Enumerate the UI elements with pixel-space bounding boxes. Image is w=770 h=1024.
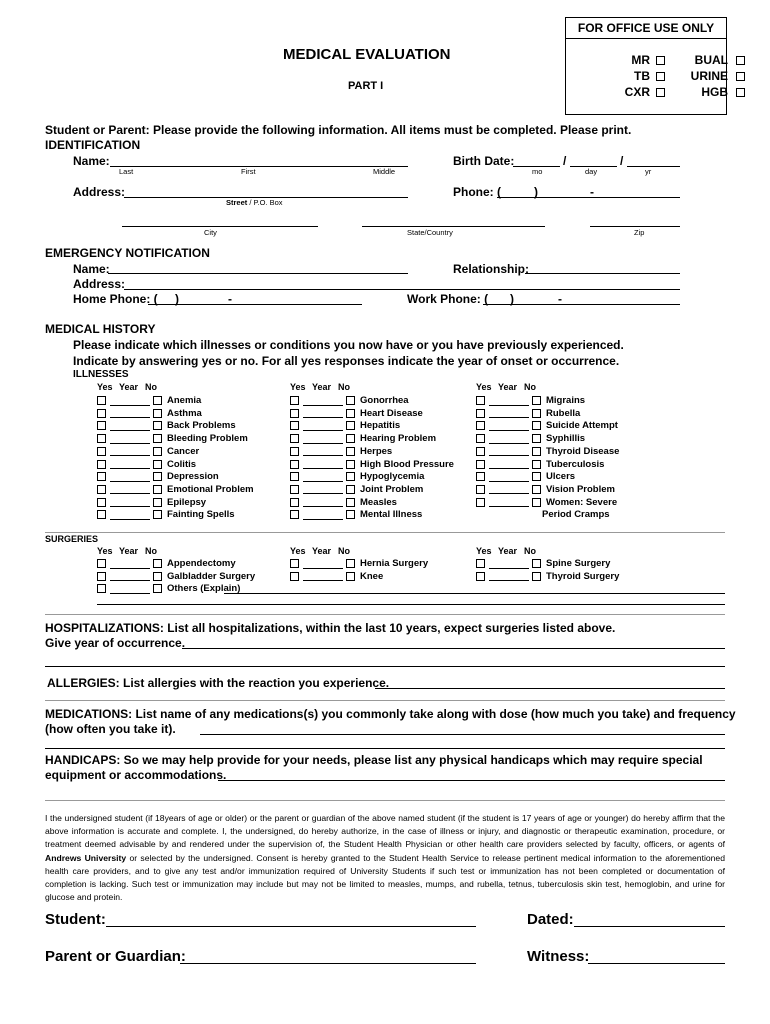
column-header: Yes	[97, 382, 113, 392]
illness-row	[476, 484, 615, 495]
hospitalizations-field-2[interactable]	[45, 666, 725, 667]
no-checkbox[interactable]	[346, 510, 355, 519]
yes-checkbox[interactable]	[97, 498, 106, 507]
no-checkbox[interactable]	[532, 559, 541, 568]
no-checkbox[interactable]	[153, 421, 162, 430]
yes-checkbox[interactable]	[97, 485, 106, 494]
illness-row	[97, 408, 202, 419]
illness-row	[476, 420, 618, 431]
yes-checkbox[interactable]	[290, 559, 299, 568]
office-item-label: HGB	[701, 85, 728, 99]
yes-checkbox[interactable]	[476, 572, 485, 581]
year-field[interactable]	[489, 472, 529, 482]
column-header: Yes	[476, 382, 492, 392]
no-checkbox[interactable]	[153, 447, 162, 456]
surgeries-heading: SURGERIES	[45, 534, 99, 544]
illness-row	[476, 446, 619, 457]
illness-row	[476, 459, 604, 470]
history-instruction-1: Please indicate which illnesses or conditions you now have or you have previously experienced.	[73, 338, 624, 352]
condition-label: Emotional Problem	[167, 483, 254, 495]
birth-year-field[interactable]	[627, 166, 680, 167]
no-checkbox[interactable]	[346, 409, 355, 418]
yes-checkbox[interactable]	[97, 510, 106, 519]
yes-checkbox[interactable]	[97, 447, 106, 456]
page-title: MEDICAL EVALUATION	[283, 46, 451, 63]
yes-checkbox[interactable]	[476, 559, 485, 568]
sub-middle: Middle	[373, 167, 396, 176]
condition-label: Thyroid Disease	[546, 445, 620, 457]
no-checkbox[interactable]	[532, 434, 541, 443]
illness-row	[97, 433, 248, 444]
handicaps-text-2: equipment or accommodations.	[45, 768, 227, 782]
emergency-address-field[interactable]	[124, 289, 680, 290]
surgery-end-divider	[45, 614, 725, 615]
yes-checkbox[interactable]	[476, 396, 485, 405]
year-field[interactable]	[110, 484, 150, 494]
no-checkbox[interactable]	[532, 472, 541, 481]
office-item-label: CXR	[624, 85, 650, 99]
illness-row	[97, 420, 236, 431]
no-checkbox[interactable]	[346, 421, 355, 430]
year-field[interactable]	[110, 459, 150, 469]
illness-row	[97, 459, 196, 470]
no-checkbox[interactable]	[153, 409, 162, 418]
emergency-address-label: Address:	[73, 277, 126, 291]
column-header: Year	[498, 382, 518, 392]
office-checkbox[interactable]	[656, 72, 665, 81]
condition-label: Syphillis	[546, 433, 586, 445]
column-header: Yes	[290, 382, 306, 392]
handicaps-field[interactable]	[218, 780, 725, 781]
condition-label: Asthma	[167, 407, 202, 419]
year-field[interactable]	[110, 396, 150, 406]
illness-row	[97, 395, 201, 406]
no-checkbox[interactable]	[346, 572, 355, 581]
year-field[interactable]	[303, 497, 343, 507]
surgery-row-others	[97, 583, 240, 594]
year-field[interactable]	[110, 472, 150, 482]
condition-label: Rubella	[546, 407, 581, 419]
others-explain-field[interactable]	[224, 593, 725, 594]
allergies-text: ALLERGIES: List allergies with the reaction you experience.	[47, 676, 390, 690]
illness-row	[290, 471, 424, 482]
year-field[interactable]	[303, 510, 343, 520]
year-field[interactable]	[303, 396, 343, 406]
year-field[interactable]	[489, 408, 529, 418]
witness-field[interactable]	[588, 963, 725, 964]
column-header: No	[338, 546, 350, 556]
condition-label: Hearing Problem	[360, 433, 437, 445]
column-header: No	[338, 382, 350, 392]
condition-label: Suicide Attempt	[546, 420, 618, 432]
yes-checkbox[interactable]	[290, 396, 299, 405]
year-field[interactable]	[110, 571, 150, 581]
home-phone-field[interactable]	[148, 304, 362, 305]
column-header: Year	[119, 546, 139, 556]
no-checkbox[interactable]	[346, 472, 355, 481]
illness-row	[290, 509, 422, 520]
illness-row	[476, 471, 575, 482]
column-header: Yes	[97, 546, 113, 556]
others-label: Others (Explain)	[167, 583, 241, 595]
no-checkbox[interactable]	[346, 485, 355, 494]
illness-row	[476, 497, 617, 508]
yes-checkbox[interactable]	[97, 584, 106, 593]
column-header: Yes	[290, 546, 306, 556]
yes-checkbox[interactable]	[97, 559, 106, 568]
work-phone-dash: -	[558, 292, 562, 306]
birth-date-label: Birth Date:	[453, 154, 515, 168]
witness-label: Witness:	[527, 948, 590, 965]
part-label: PART I	[348, 80, 384, 92]
phone-paren: )	[534, 185, 538, 199]
illness-row	[290, 433, 436, 444]
condition-label: Hypoglycemia	[360, 471, 425, 483]
illness-row	[290, 420, 400, 431]
column-header: Year	[312, 382, 332, 392]
work-phone-label: Work Phone: (	[407, 292, 489, 306]
identification-heading: IDENTIFICATION	[45, 138, 141, 152]
yes-checkbox[interactable]	[97, 396, 106, 405]
condition-label: Women: Severe	[546, 496, 618, 508]
illness-row	[290, 408, 423, 419]
yes-checkbox[interactable]	[476, 447, 485, 456]
office-item-label: URINE	[690, 69, 728, 83]
home-phone-dash: -	[228, 292, 232, 306]
condition-label: Vision Problem	[546, 483, 615, 495]
condition-label: Thyroid Surgery	[546, 570, 620, 582]
office-checkbox[interactable]	[736, 56, 745, 65]
yes-checkbox[interactable]	[97, 409, 106, 418]
year-field[interactable]	[110, 497, 150, 507]
emergency-name-field[interactable]	[108, 273, 408, 274]
year-field[interactable]	[303, 408, 343, 418]
birth-slash-1: /	[563, 154, 567, 168]
condition-label: Appendectomy	[167, 558, 236, 569]
condition-label: Gonorrhea	[360, 395, 409, 406]
office-checkbox[interactable]	[656, 88, 665, 97]
no-checkbox[interactable]	[532, 447, 541, 456]
year-field[interactable]	[489, 484, 529, 494]
medications-text: MEDICATIONS: List name of any medications(s) you commonly take along with dose (how much you take) and frequency	[45, 707, 736, 721]
condition-label: Hepatitis	[360, 420, 401, 432]
sub-first: First	[241, 167, 256, 176]
dated-label: Dated:	[527, 911, 574, 928]
medical-history-heading: MEDICAL HISTORY	[45, 322, 156, 336]
surgery-extra-line[interactable]	[97, 604, 725, 605]
home-phone-paren: )	[175, 292, 179, 306]
condition-label: Hernia Surgery	[360, 558, 429, 569]
column-header: Year	[498, 546, 518, 556]
yes-checkbox[interactable]	[290, 572, 299, 581]
year-field[interactable]	[110, 559, 150, 569]
office-item-label: TB	[634, 69, 650, 83]
year-field[interactable]	[110, 421, 150, 431]
condition-label: Knee	[360, 570, 384, 582]
condition-label: Joint Problem	[360, 483, 424, 495]
column-header: Year	[119, 382, 139, 392]
relationship-label: Relationship:	[453, 262, 530, 276]
parent-signature-label: Parent or Guardian:	[45, 948, 186, 965]
hospitalizations-field-1[interactable]	[182, 648, 725, 649]
year-field[interactable]	[489, 421, 529, 431]
no-checkbox[interactable]	[153, 396, 162, 405]
condition-label: Herpes	[360, 445, 393, 457]
no-checkbox[interactable]	[532, 485, 541, 494]
yes-checkbox[interactable]	[290, 510, 299, 519]
condition-label: Cancer	[167, 445, 200, 457]
illness-row	[97, 509, 235, 520]
emergency-name-label: Name:	[73, 262, 110, 276]
no-checkbox[interactable]	[153, 584, 162, 593]
yes-checkbox[interactable]	[97, 472, 106, 481]
no-checkbox[interactable]	[153, 472, 162, 481]
surgery-row	[290, 558, 428, 569]
yes-checkbox[interactable]	[476, 472, 485, 481]
yes-checkbox[interactable]	[476, 409, 485, 418]
handicaps-divider	[45, 800, 725, 801]
sub-day: day	[585, 167, 598, 176]
yes-checkbox[interactable]	[290, 447, 299, 456]
phone-label: Phone: (	[453, 185, 501, 199]
yes-checkbox[interactable]	[476, 421, 485, 430]
surgery-row	[290, 571, 383, 582]
no-checkbox[interactable]	[153, 460, 162, 469]
condition-label: Colitis	[167, 458, 197, 470]
column-header: Yes	[476, 546, 492, 556]
year-field[interactable]	[489, 571, 529, 581]
office-checkbox[interactable]	[736, 88, 745, 97]
year-field[interactable]	[110, 434, 150, 444]
name-label: Name:	[73, 154, 110, 168]
sub-yr: yr	[645, 167, 652, 176]
sub-last: Last	[119, 167, 134, 176]
hospitalizations-year-text: Give year of occurrence.	[45, 636, 186, 650]
no-checkbox[interactable]	[346, 460, 355, 469]
year-field[interactable]	[489, 396, 529, 406]
yes-checkbox[interactable]	[476, 434, 485, 443]
city-field[interactable]	[122, 226, 318, 227]
year-field[interactable]	[110, 446, 150, 456]
column-header: No	[524, 382, 536, 392]
medications-text-2: (how often you take it).	[45, 722, 176, 736]
no-checkbox[interactable]	[346, 396, 355, 405]
no-checkbox[interactable]	[532, 572, 541, 581]
sub-city: City	[204, 228, 217, 237]
condition-label: Depression	[167, 471, 219, 483]
illness-row	[290, 446, 392, 457]
no-checkbox[interactable]	[346, 434, 355, 443]
parent-signature-field[interactable]	[180, 963, 476, 964]
address-label: Address:	[73, 185, 126, 199]
column-header: No	[524, 546, 536, 556]
yes-checkbox[interactable]	[290, 421, 299, 430]
no-checkbox[interactable]	[153, 510, 162, 519]
yes-checkbox[interactable]	[290, 434, 299, 443]
column-header: No	[145, 546, 157, 556]
no-checkbox[interactable]	[532, 460, 541, 469]
no-checkbox[interactable]	[532, 396, 541, 405]
condition-label: Fainting Spells	[167, 509, 235, 521]
year-field[interactable]	[303, 484, 343, 494]
illness-row	[290, 395, 409, 406]
no-checkbox[interactable]	[346, 447, 355, 456]
yes-checkbox[interactable]	[97, 434, 106, 443]
no-checkbox[interactable]	[153, 559, 162, 568]
no-checkbox[interactable]	[153, 485, 162, 494]
surgery-row	[476, 571, 619, 582]
condition-label: Anemia	[167, 395, 202, 406]
no-checkbox[interactable]	[532, 498, 541, 507]
year-field[interactable]	[303, 559, 343, 569]
student-signature-field[interactable]	[106, 926, 476, 927]
condition-label: Epilepsy	[167, 496, 207, 508]
phone-field[interactable]	[497, 197, 680, 198]
year-field[interactable]	[110, 584, 150, 594]
work-phone-paren: )	[510, 292, 514, 306]
year-field[interactable]	[303, 459, 343, 469]
illness-row	[476, 408, 580, 419]
condition-label: Migrains	[546, 395, 586, 406]
relationship-field[interactable]	[525, 273, 680, 274]
office-checkbox[interactable]	[736, 72, 745, 81]
no-checkbox[interactable]	[153, 434, 162, 443]
allergies-divider	[45, 700, 725, 701]
column-header: No	[145, 382, 157, 392]
year-field[interactable]	[489, 434, 529, 444]
condition-label: High Blood Pressure	[360, 458, 454, 470]
condition-label-extra: Period Cramps	[542, 509, 610, 521]
year-field[interactable]	[110, 510, 150, 520]
illness-row	[97, 471, 219, 482]
office-use-box	[565, 17, 727, 115]
consent-paragraph: I the undersigned student (if 18years of age or older) or the parent or guardian of the above named student (if the student is 17 years of age or younger) do hereby affirm that the above information is accurate and complete. I, the undersigned, do hereby authorize, in the case of illness or injury, and diagnostic or therapeutic examination, procedure, or treatment deemed advisable by and rendered under the supervision of, the Student Health Physician or other health care providers selected by faculty, officers, or agents of Andrews University or selected by the undersigned. Consent is hereby granted to the Student Health Service to release pertinent medical information to the aforementioned health care providers, and to give any test and/or immunization required of University Students if such test or immunization has not been completed or documentation of completion is lacking. Such test or immunization may include but may not be limited to measles, mumps, and rubella, tetnus, tuberculosis skin test, hemoglobin, and urine for glucose and protein.	[45, 813, 725, 903]
illness-row	[290, 459, 454, 470]
yes-checkbox[interactable]	[290, 485, 299, 494]
condition-label: Measles	[360, 496, 397, 508]
yes-checkbox[interactable]	[290, 498, 299, 507]
medications-field-1[interactable]	[200, 734, 725, 735]
dated-field[interactable]	[574, 926, 725, 927]
emergency-heading: EMERGENCY NOTIFICATION	[45, 246, 210, 260]
no-checkbox[interactable]	[346, 559, 355, 568]
medications-field-2[interactable]	[45, 748, 725, 749]
no-checkbox[interactable]	[153, 572, 162, 581]
yes-checkbox[interactable]	[97, 421, 106, 430]
sub-street: Street / P.O. Box	[226, 198, 283, 207]
condition-label: Ulcers	[546, 471, 576, 483]
office-checkbox[interactable]	[656, 56, 665, 65]
office-use-heading: FOR OFFICE USE ONLY	[566, 18, 726, 39]
illness-row	[290, 484, 423, 495]
phone-dash: -	[590, 185, 594, 199]
condition-label: Bleeding Problem	[167, 433, 248, 445]
intro-text: Student or Parent: Please provide the following information. All items must be completed. Please print.	[45, 123, 632, 137]
office-item-label: MR	[631, 53, 650, 67]
yes-checkbox[interactable]	[476, 498, 485, 507]
surgery-row	[97, 558, 236, 569]
year-field[interactable]	[303, 434, 343, 444]
history-instruction-2: Indicate by answering yes or no. For all yes responses indicate the year of onset or occurrence.	[73, 354, 620, 368]
birth-slash-2: /	[620, 154, 624, 168]
surgeries-divider	[45, 532, 725, 533]
year-field[interactable]	[489, 559, 529, 569]
sub-mo: mo	[532, 167, 543, 176]
state-field[interactable]	[362, 226, 545, 227]
yes-checkbox[interactable]	[97, 572, 106, 581]
illness-row	[97, 446, 199, 457]
illnesses-heading: ILLNESSES	[73, 369, 129, 380]
illness-row	[290, 497, 397, 508]
student-name-field[interactable]	[110, 166, 408, 167]
column-header: Year	[312, 546, 332, 556]
illness-row	[97, 484, 254, 495]
yes-checkbox[interactable]	[290, 472, 299, 481]
year-field[interactable]	[303, 421, 343, 431]
yes-checkbox[interactable]	[476, 460, 485, 469]
condition-label: Galbladder Surgery	[167, 570, 256, 582]
year-field[interactable]	[489, 459, 529, 469]
year-field[interactable]	[303, 472, 343, 482]
year-field[interactable]	[303, 446, 343, 456]
student-signature-label: Student:	[45, 911, 106, 928]
year-field[interactable]	[489, 446, 529, 456]
yes-checkbox[interactable]	[290, 409, 299, 418]
no-checkbox[interactable]	[346, 498, 355, 507]
yes-checkbox[interactable]	[97, 460, 106, 469]
no-checkbox[interactable]	[153, 498, 162, 507]
surgery-row	[97, 571, 255, 582]
yes-checkbox[interactable]	[476, 485, 485, 494]
illness-row	[97, 497, 206, 508]
sub-state: State/Country	[407, 228, 453, 237]
condition-label: Back Problems	[167, 420, 236, 432]
home-phone-label: Home Phone: (	[73, 292, 158, 306]
no-checkbox[interactable]	[532, 421, 541, 430]
office-item-label: BUAL	[694, 53, 728, 67]
yes-checkbox[interactable]	[290, 460, 299, 469]
year-field[interactable]	[303, 571, 343, 581]
illness-row	[476, 395, 585, 406]
condition-label: Heart Disease	[360, 407, 423, 419]
handicaps-text: HANDICAPS: So we may help provide for your needs, please list any physical handicaps which may require special	[45, 753, 703, 767]
no-checkbox[interactable]	[532, 409, 541, 418]
illness-row	[476, 433, 585, 444]
sub-zip: Zip	[634, 228, 645, 237]
hospitalizations-text: HOSPITALIZATIONS: List all hospitalizations, within the last 10 years, expect surgeries listed above.	[45, 621, 616, 635]
condition-label: Spine Surgery	[546, 558, 611, 569]
zip-field[interactable]	[590, 226, 680, 227]
year-field[interactable]	[489, 497, 529, 507]
condition-label: Mental Illness	[360, 509, 423, 521]
surgery-row	[476, 558, 610, 569]
allergies-field[interactable]	[375, 688, 725, 689]
year-field[interactable]	[110, 408, 150, 418]
condition-label: Tuberculosis	[546, 458, 605, 470]
